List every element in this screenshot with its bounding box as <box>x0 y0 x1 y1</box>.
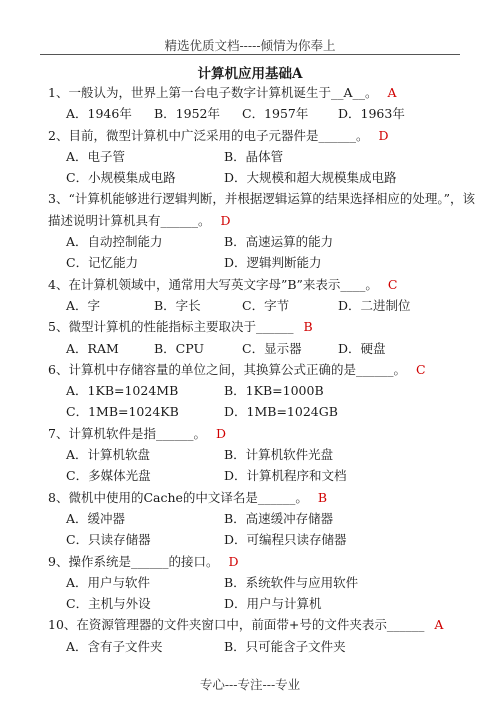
option-b: B．1952年 <box>154 106 220 122</box>
option-row <box>48 167 468 188</box>
option-b: B．晶体管 <box>224 148 284 164</box>
option-row <box>48 231 468 252</box>
option-a: A．1KB=1024MB <box>66 383 179 399</box>
option-row <box>48 465 468 486</box>
question-6 <box>48 359 468 423</box>
question-text: 3、“计算机能够进行逻辑判断，并根据逻辑运算的结果选择相应的处理。”，该 <box>48 191 475 207</box>
answer-key: A <box>387 85 397 100</box>
option-b: B．高速运算的能力 <box>224 234 334 250</box>
question-stem <box>48 487 468 508</box>
question-text: 6、计算机中存储容量的单位之间，其换算公式正确的是______。 <box>48 361 406 377</box>
option-b: B．CPU <box>154 340 204 356</box>
question-10 <box>48 614 468 657</box>
answer-key: D <box>228 553 239 569</box>
document-title: 计算机应用基础A <box>197 66 303 82</box>
question-text: 10、在资源管理器的文件夹窗口中，前面带+号的文件夹表示______ <box>48 617 425 633</box>
option-c: C．1MB=1024KB <box>66 404 179 420</box>
option-a: A．计算机软盘 <box>66 447 151 463</box>
question-2 <box>48 125 468 189</box>
option-a: A．用户与软件 <box>66 574 151 590</box>
question-3 <box>48 188 475 273</box>
option-d: D．可编程只读存储器 <box>224 532 347 548</box>
answer-key: A <box>434 617 444 633</box>
question-text: 2、目前，微型计算机中广泛采用的电子元器件是______。 <box>48 127 369 143</box>
question-text: 5、微型计算机的性能指标主要取决于______ <box>48 319 294 335</box>
option-c: C．只读存储器 <box>66 532 151 548</box>
option-b: B．只可能含子文件夹 <box>224 638 346 654</box>
question-stem <box>48 551 468 572</box>
option-row <box>48 380 468 401</box>
option-c: C．显示器 <box>242 340 302 356</box>
question-text: 4、在计算机领域中，通常用大写英文字母”B”来表示____。 <box>48 276 378 292</box>
option-row <box>48 252 468 273</box>
option-a: A．缓冲器 <box>66 510 126 526</box>
question-text: 9、操作系统是______的接口。 <box>48 553 219 569</box>
option-row <box>48 103 468 124</box>
answer-key: C <box>415 361 426 377</box>
question-stem <box>48 359 468 380</box>
option-c: C．多媒体光盘 <box>66 468 151 484</box>
option-a: A．自动控制能力 <box>66 234 163 250</box>
answer-key: D <box>215 425 226 441</box>
question-stem <box>48 423 468 444</box>
option-d: D．二进制位 <box>338 297 411 313</box>
option-b: B．计算机软件光盘 <box>224 447 334 463</box>
question-1 <box>48 82 468 125</box>
option-b: B．高速缓冲存储器 <box>224 510 334 526</box>
option-row <box>48 572 468 593</box>
option-row <box>48 146 468 167</box>
option-row <box>48 529 468 550</box>
answer-key: D <box>220 212 231 228</box>
question-stem <box>48 614 468 635</box>
option-b: B．字长 <box>154 297 201 313</box>
page-footer: 专心---专注---专业 <box>199 677 301 692</box>
option-c: C．字节 <box>242 297 290 313</box>
option-row <box>48 636 468 657</box>
question-text: 8、微机中使用的Cache的中文译名是______。 <box>48 489 308 505</box>
question-7 <box>48 423 468 487</box>
question-list <box>48 82 475 657</box>
question-text: 1、一般认为，世界上第一台电子数字计算机诞生于__A__。 <box>48 85 378 100</box>
option-b: B．1KB=1000B <box>224 383 324 399</box>
question-8 <box>48 487 468 551</box>
option-d: D．用户与计算机 <box>224 596 322 612</box>
option-d: D．计算机程序和文档 <box>224 468 347 484</box>
question-text: 描述说明计算机具有______。 <box>48 212 211 228</box>
option-d: D．逻辑判断能力 <box>224 255 322 271</box>
option-d: D．大规模和超大规模集成电路 <box>224 170 397 186</box>
option-a: A．字 <box>66 297 101 313</box>
option-d: D．1MB=1024GB <box>224 404 338 420</box>
option-a: A．RAM <box>66 340 119 356</box>
question-stem <box>48 274 468 295</box>
option-row <box>48 593 468 614</box>
question-4 <box>48 274 468 317</box>
option-c: C．主机与外设 <box>66 596 151 612</box>
question-stem <box>48 125 468 146</box>
answer-key: D <box>378 127 389 143</box>
question-stem-continued <box>48 210 468 231</box>
page-header: 精选优质文档-----倾情为你奉上 <box>164 38 336 53</box>
option-c: C．1957年 <box>242 106 309 122</box>
option-c: C．记忆能力 <box>66 255 139 271</box>
option-d: D．硬盘 <box>338 340 386 356</box>
option-a: A．电子管 <box>66 148 126 164</box>
question-5 <box>48 316 468 359</box>
question-stem <box>48 188 475 209</box>
option-d: D．1963年 <box>338 106 405 122</box>
option-row <box>48 295 468 316</box>
answer-key: B <box>303 319 313 335</box>
option-a: A．1946年 <box>66 106 132 122</box>
option-c: C．小规模集成电路 <box>66 170 176 186</box>
option-row <box>48 401 468 422</box>
question-stem <box>48 316 468 337</box>
question-9 <box>48 551 468 615</box>
question-stem <box>48 82 468 103</box>
question-text: 7、计算机软件是指______。 <box>48 425 206 441</box>
option-row <box>48 508 468 529</box>
option-row <box>48 338 468 359</box>
answer-key: B <box>317 489 328 505</box>
option-b: B．系统软件与应用软件 <box>224 574 359 590</box>
answer-key: C <box>387 276 398 292</box>
option-row <box>48 444 468 465</box>
option-a: A．含有子文件夹 <box>66 638 163 654</box>
header-divider <box>40 54 460 55</box>
